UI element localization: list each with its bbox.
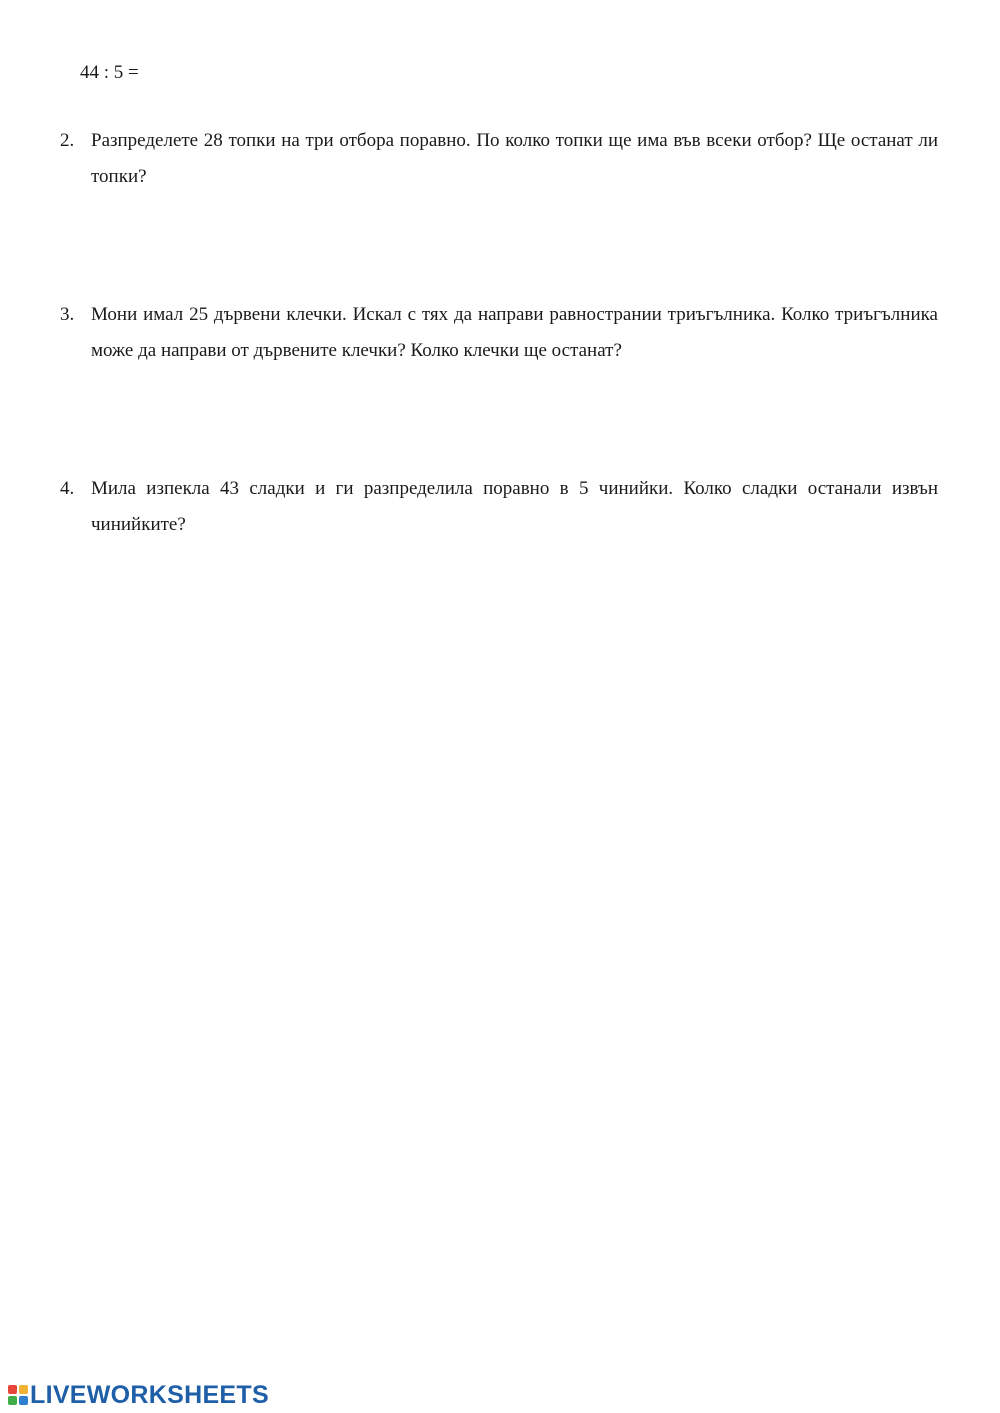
problem-text: Мила изпекла 43 сладки и ги разпределила поравно в 5 чинийки. Колко сладки останали извън чинийките? bbox=[91, 478, 938, 535]
problem-number: 4. bbox=[60, 478, 75, 499]
problem-3 bbox=[60, 297, 938, 369]
liveworksheets-logo bbox=[8, 1381, 269, 1409]
problem-number: 3. bbox=[60, 304, 75, 325]
logo-block bbox=[8, 1396, 17, 1405]
logo-block bbox=[19, 1396, 28, 1405]
logo-blocks-icon bbox=[8, 1385, 28, 1405]
problem-4 bbox=[60, 471, 938, 543]
division-equation: 44 : 5 = bbox=[80, 62, 139, 83]
logo-block bbox=[8, 1385, 17, 1394]
problem-number: 2. bbox=[60, 130, 75, 151]
problem-text: Разпределете 28 топки на три отбора поравно. По колко топки ще има във всеки отбор? Ще останат ли топки? bbox=[91, 130, 938, 187]
problem-text: Мони имал 25 дървени клечки. Искал с тях да направи равнострании триъгълника. Колко триъгълника може да направи от дървените клечки? Колко клечки ще останат? bbox=[91, 304, 938, 361]
problem-2 bbox=[60, 123, 938, 195]
logo-block bbox=[19, 1385, 28, 1394]
logo-text: LIVEWORKSHEETS bbox=[30, 1381, 269, 1409]
